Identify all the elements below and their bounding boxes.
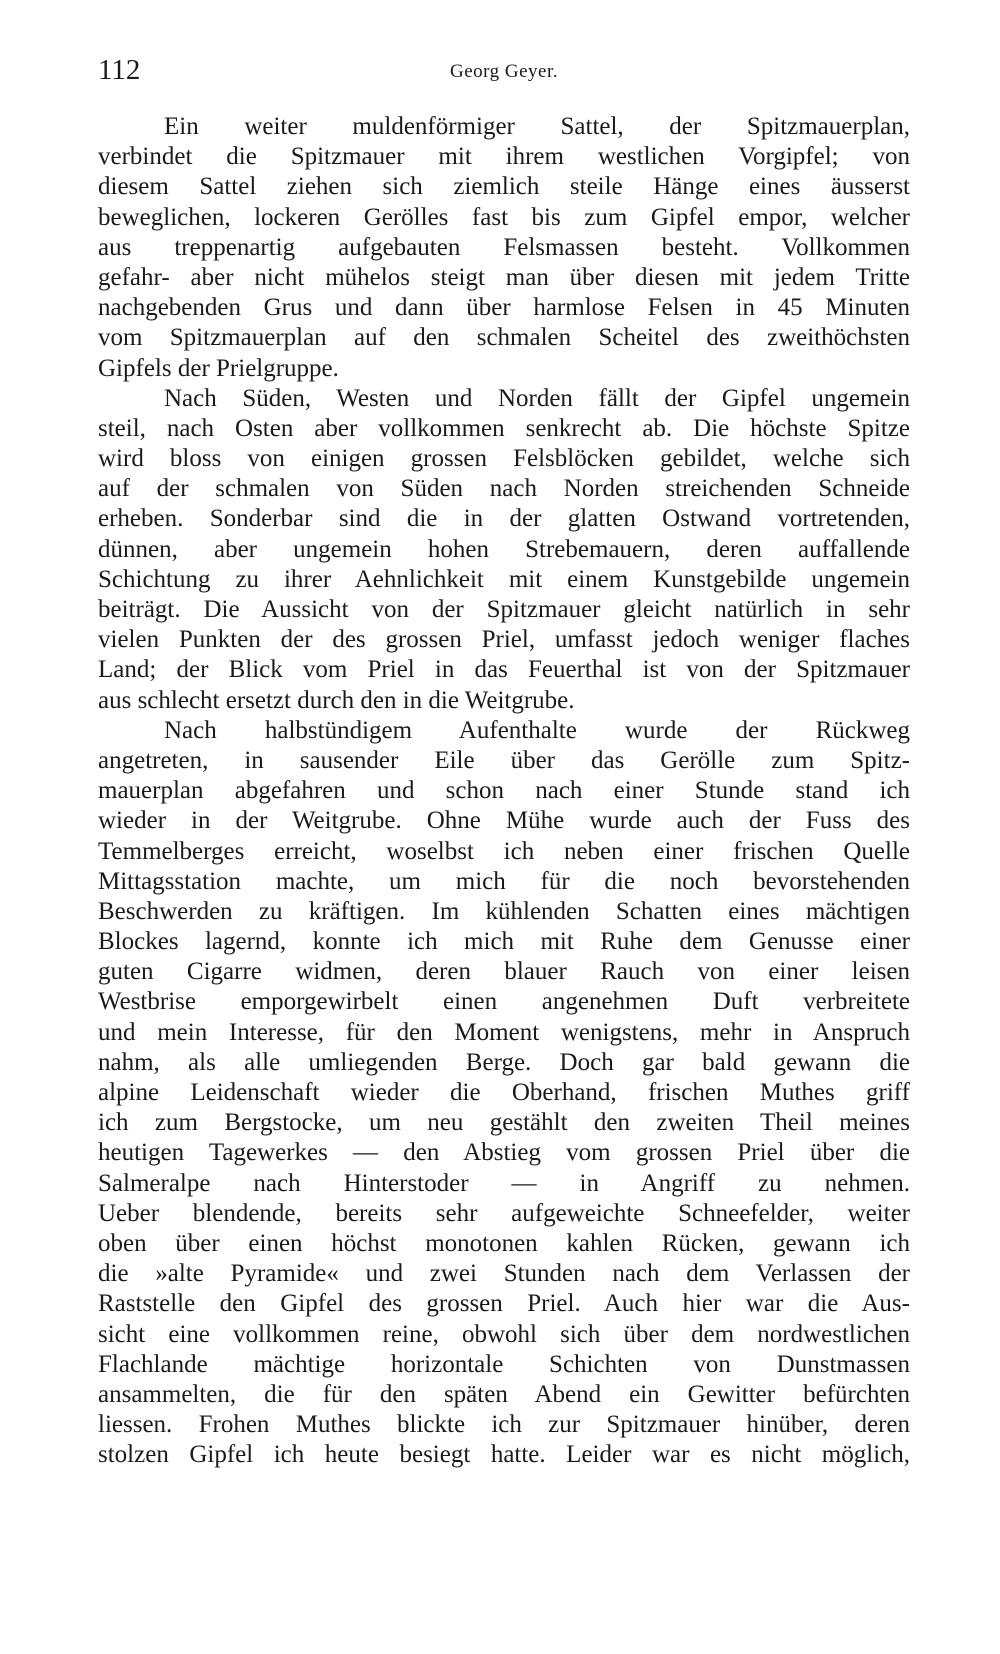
text-line: beweglichen, lockeren Gerölles fast bis zum Gipfel empor, welcher [98, 203, 910, 231]
text-line: nachgebenden Grus und dann über harmlose Felsen in 45 Minuten [98, 294, 910, 322]
text-line: diesem Sattel ziehen sich ziemlich steile Hänge eines äusserst [98, 173, 910, 201]
text-line: aus schlecht ersetzt durch den in die Weitgrube. [98, 686, 575, 714]
text-line: vielen Punkten der des grossen Priel, umfasst jedoch weniger flaches [98, 626, 910, 654]
text-line: mauerplan abgefahren und schon nach einer Stunde stand ich [98, 777, 910, 805]
text-line: liessen. Frohen Muthes blickte ich zur Spitzmauer hinüber, deren [98, 1411, 910, 1439]
text-line: Mittagsstation machte, um mich für die noch bevorstehenden [98, 867, 910, 895]
text-line: Westbrise emporgewirbelt einen angenehmen Duft verbreitete [98, 988, 910, 1016]
text-line: auf der schmalen von Süden nach Norden streichenden Schneide [98, 475, 910, 503]
text-line: Salmeralpe nach Hinterstoder — in Angriff zu nehmen. [98, 1169, 910, 1197]
text-line: und mein Interesse, für den Moment wenigstens, mehr in Anspruch [98, 1018, 910, 1046]
text-line: heutigen Tagewerkes — den Abstieg vom grossen Priel über die [98, 1139, 910, 1167]
text-line: dünnen, aber ungemein hohen Strebemauern, deren auffallende [98, 535, 910, 563]
text-line: die »alte Pyramide« und zwei Stunden nach dem Verlassen der [98, 1260, 910, 1288]
paragraph-2 [98, 384, 910, 716]
text-line: sicht eine vollkommen reine, obwohl sich über dem nordwestlichen [98, 1320, 910, 1348]
text-line: Beschwerden zu kräftigen. Im kühlenden Schatten eines mächtigen [98, 897, 910, 925]
text-line: Land; der Blick vom Priel in das Feuerthal ist von der Spitzmauer [98, 656, 910, 684]
text-line: Blockes lagernd, konnte ich mich mit Ruhe dem Genusse einer [98, 928, 910, 956]
text-line: wieder in der Weitgrube. Ohne Mühe wurde auch der Fuss des [98, 807, 910, 835]
text-line: erheben. Sonderbar sind die in der glatten Ostwand vortretenden, [98, 505, 910, 533]
text-line: alpine Leidenschaft wieder die Oberhand, frischen Muthes griff [98, 1079, 910, 1106]
text-line: gefahr- aber nicht mühelos steigt man über diesen mit jedem Tritte [98, 263, 910, 291]
text-line: vom Spitzmauerplan auf den schmalen Scheitel des zweithöchsten [98, 324, 910, 352]
text-line: ansammelten, die für den späten Abend ein Gewitter befürchten [98, 1380, 910, 1408]
running-head: Georg Geyer. [449, 61, 558, 82]
text-line: stolzen Gipfel ich heute besiegt hatte. Leider war es nicht möglich, [98, 1441, 910, 1469]
text-line: Ueber blendende, bereits sehr aufgeweichte Schneefelder, weiter [98, 1199, 910, 1227]
text-line: aus treppenartig aufgebauten Felsmassen besteht. Vollkommen [98, 233, 910, 261]
text-line: Temmelberges erreicht, woselbst ich neben einer frischen Quelle [98, 837, 910, 865]
text-line: verbindet die Spitzmauer mit ihrem westlichen Vorgipfel; von [98, 143, 910, 171]
text-line: wird bloss von einigen grossen Felsblöcken gebildet, welche sich [98, 445, 910, 473]
text-line: Raststelle den Gipfel des grossen Priel. Auch hier war die Aus- [98, 1290, 910, 1318]
text-line: Flachlande mächtige horizontale Schichten von Dunstmassen [98, 1350, 910, 1378]
text-line: Nach Süden, Westen und Norden fällt der Gipfel ungemein [164, 384, 910, 412]
text-line: guten Cigarre widmen, deren blauer Rauch von einer leisen [98, 958, 910, 986]
text-line: Nach halbstündigem Aufenthalte wurde der Rückweg [164, 716, 910, 744]
text-line: nahm, als alle umliegenden Berge. Doch gar bald gewann die [98, 1048, 910, 1076]
text-line: oben über einen höchst monotonen kahlen Rücken, gewann ich [98, 1229, 910, 1257]
text-line: steil, nach Osten aber vollkommen senkrecht ab. Die höchste Spitze [98, 414, 910, 442]
text-line: ich zum Bergstocke, um neu gestählt den zweiten Theil meines [98, 1109, 910, 1137]
page-number: 112 [98, 54, 141, 86]
body-text [98, 112, 910, 1470]
text-line: Gipfels der Prielgruppe. [98, 354, 339, 382]
text-line: Ein weiter muldenförmiger Sattel, der Spitzmauerplan, [164, 113, 910, 140]
text-line: angetreten, in sausender Eile über das Gerölle zum Spitz- [98, 746, 910, 774]
paragraph-3 [98, 716, 910, 1471]
page-header [98, 50, 910, 90]
text-line: beiträgt. Die Aussicht von der Spitzmauer gleicht natürlich in sehr [98, 596, 910, 623]
paragraph-1 [98, 112, 910, 384]
text-line: Schichtung zu ihrer Aehnlichkeit mit einem Kunstgebilde ungemein [98, 565, 910, 593]
